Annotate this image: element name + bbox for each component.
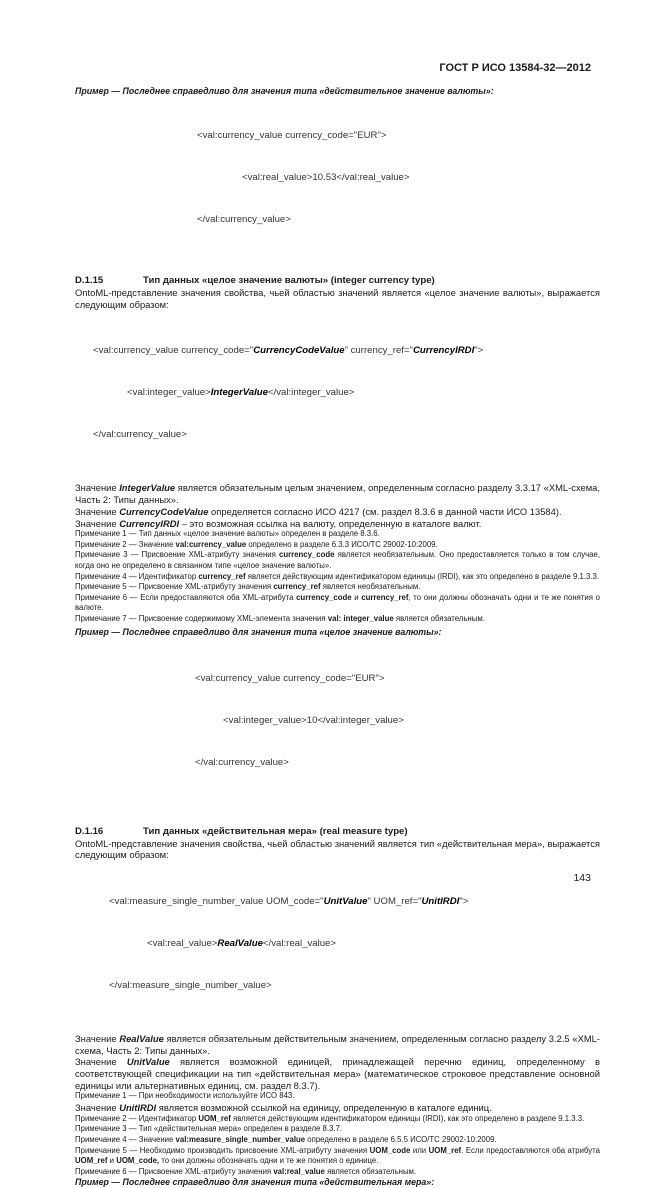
note-1: Примечание 1 — При необходимости используйте ИСО 843. (75, 1091, 295, 1101)
section-number: D.1.16 (75, 825, 104, 837)
section-title: Тип данных «целое значение валюты» (integer currency type) (143, 275, 435, 286)
code-line: <val:currency_value currency_code="CurrencyCodeValue" currency_ref="CurrencyIRDI"> (93, 345, 484, 357)
code-line: <val:real_value>RealValue</val:real_value> (147, 937, 336, 949)
paragraph: Значение CurrencyIRDI – это возможная ссылка на валюту, определенную в каталоге валют. (75, 517, 482, 529)
note-4: Примечание 4 — Значение val:measure_single_number_value определено в разделе 6.5.5 ИСО/ТС 29002-10:2009. (75, 1134, 497, 1144)
code-template-real-measure (109, 867, 600, 1021)
code-line: <val:currency_value currency_code="EUR"> (195, 672, 385, 684)
code-line: <val:currency_value currency_code="EUR"> (197, 130, 387, 141)
note-4: Примечание 4 — Идентификатор currency_ref является действующим идентификатором единицы (IRDI), как это определено в разделе 9.1.3.3. (75, 571, 600, 581)
paragraph: Значение UnitValue является возможной единицей, принадлежащей перечню единиц, определенному в соответствующей спецификации на тип «действительная мера» (математическое строковое представление основной единицы или альтернативных единиц, см. раздел 8.3.7). (75, 1056, 600, 1091)
code-template-currency (93, 316, 600, 470)
code-line: </val:measure_single_number_value> (109, 979, 272, 991)
note-1: Примечание 1 — Тип данных «целое значение валюты» определен в разделе 8.3.6. (75, 529, 380, 539)
paragraph: Значение IntegerValue является обязательным целым значением, определенным согласно разделу 3.3.17 «XML-схема, Часть 2: Типы данных». (75, 482, 600, 506)
paragraph: Значение UnitIRDI является возможной ссылкой на единицу, определенную в каталоге единиц. (75, 1102, 492, 1114)
section-heading-d115 (75, 275, 600, 287)
code-line: </val:currency_value> (197, 214, 291, 225)
note-6: Примечание 6 — Если предоставляются оба XML-атрибута currency_code и currency_ref, то они должны обозначать одни и те же понятия о валюте. (75, 592, 600, 613)
note-2: Примечание 2 — Значение val:currency_value определено в разделе 6.3.3 ИСО/ТС 29002-10:2009. (75, 539, 438, 549)
note-3: Примечание 3 — Тип «действительная мера» определен в разделе 8.3.7. (75, 1124, 343, 1134)
code-example-currency (197, 101, 600, 255)
code-line: <val:integer_value>IntegerValue</val:integer_value> (127, 387, 355, 399)
section-intro: OntoML-представление значения свойства, чьей областью значений является тип «действительная мера», выражается следующим образом: (75, 837, 600, 861)
example-title-real-measure: Пример — Последнее справедливо для значения типа «действительная мера»: (75, 1177, 435, 1188)
paragraph: Значение RealValue является обязательным действительным значением, определенным согласно разделу 3.2.5 «XML-схема, Часть 2: Типы данных». (75, 1032, 600, 1056)
example-title-integer-currency: Пример — Последнее справедливо для значения типа «целое значение валюты»: (75, 626, 442, 637)
page-content (75, 86, 600, 1188)
note-5: Примечание 5 — Необходимо производить присвоение XML-атрибуту значения UOM_code или UOM_ref. Если предоставляются оба атрибута UOM_ref и UOM_code, то они должны обозначать одни и те же понятия о единице. (75, 1145, 600, 1166)
code-example-integer-currency (195, 644, 600, 798)
example-title-currency: Пример — Последнее справедливо для значения типа «действительное значение валюты»: (75, 86, 494, 96)
section-intro: OntoML-представление значения свойства, чьей областью значений является «целое значение валюты», выражается следующим образом: (75, 287, 600, 310)
section-title: Тип данных «действительная мера» (real measure type) (143, 825, 408, 837)
code-line: </val:currency_value> (195, 756, 289, 768)
page-number: 143 (573, 872, 591, 884)
paragraph: Значение CurrencyCodeValue определяется согласно ИСО 4217 (см. раздел 8.3.6 в данной части ИСО 13584). (75, 505, 562, 517)
code-line: <val:integer_value>10</val:integer_value> (223, 714, 404, 726)
document-header: ГОСТ Р ИСО 13584-32—2012 (439, 62, 591, 74)
note-7: Примечание 7 — Присвоение содержимому XML-элемента значения val: integer_value является обязательным. (75, 613, 485, 623)
note-5: Примечание 5 — Присвоение XML-атрибуту значения currency_ref является необязательным. (75, 582, 421, 592)
code-line: <val:real_value>10.53</val:real_value> (242, 172, 410, 183)
code-line: <val:measure_single_number_value UOM_code="UnitValue" UOM_ref="UnitIRDI"> (109, 895, 469, 907)
section-number: D.1.15 (75, 275, 104, 286)
code-line: </val:currency_value> (93, 429, 187, 441)
note-3: Примечание 3 — Присвоение XML-атрибуту значения currency_code является необязательным. Оно предоставляется только в том случае, когда оно не определено в связанном типе «целое значение валюты». (75, 550, 600, 570)
note-2: Примечание 2 — Идентификатор UOM_ref является действующим идентификатором единицы (IRDI), как это определено в разделе 9.1.3.3. (75, 1113, 585, 1123)
section-heading-d116 (75, 826, 600, 838)
note-6: Примечание 6 — Присвоение XML-атрибуту значения val:real_value является обязательным. (75, 1166, 417, 1176)
